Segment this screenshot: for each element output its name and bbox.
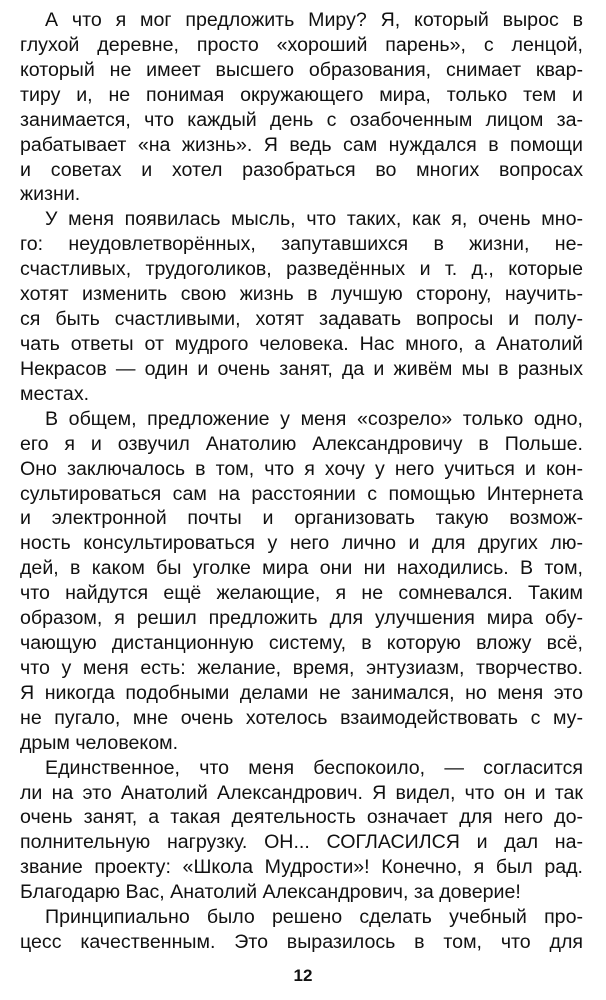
text-line: хотят изменить свою жизнь в лучшую сторону, научить- (20, 283, 583, 305)
text-line: Оно заключалось в том, что я хочу у него учиться и кон- (20, 458, 583, 480)
text-line: го: неудовлетворённых, запутавшихся в жизни, не- (20, 233, 583, 255)
text-line: чающую дистанционную систему, в которую вложу всё, (20, 632, 583, 654)
text-line: ся быть счастливыми, хотят задавать вопросы и полу- (20, 308, 583, 330)
text-line: сультироваться сам на расстоянии с помощью Интернета (20, 483, 583, 505)
text-line: Единственное, что меня беспокоило, — согласится (45, 757, 583, 779)
text-line: Некрасов — один и очень занят, да и живём мы в разных (20, 358, 583, 380)
text-line: счастливых, трудоголиков, разведённых и т. д., которые (20, 258, 583, 280)
text-line: дей, в каком бы уголке мира они ни находились. В том, (20, 557, 583, 579)
text-line: Я никогда подобными делами не занимался, но меня это (20, 682, 583, 704)
text-line: В общем, предложение у меня «созрело» только одно, (45, 408, 583, 430)
text-line: ли на это Анатолий Александрович. Я видел, что он и так (20, 782, 583, 804)
text-line: ность консультироваться у него лично и для других лю- (20, 532, 583, 554)
text-line: дрым человеком. (20, 732, 179, 754)
text-line: его я и озвучил Анатолию Александровичу в Польше. (20, 433, 583, 455)
text-line: местах. (20, 383, 90, 405)
page-number: 12 (293, 966, 313, 985)
text-line: Принципиально было решено сделать учебный про- (45, 906, 583, 928)
text-line: и электронной почты и организовать такую возмож- (20, 507, 583, 529)
text-line: тиру и, не понимая окружающего мира, только тем и (20, 84, 583, 106)
text-line: глухой деревне, просто «хороший парень», с ленцой, (20, 34, 583, 56)
text-line: У меня появилась мысль, что таких, как я, очень мно- (45, 208, 583, 230)
text-line: рабатывает «на жизнь». Я ведь сам нуждался в помощи (20, 134, 583, 156)
text-line: А что я мог предложить Миру? Я, который вырос в (45, 9, 583, 31)
text-line: звание проекту: «Школа Мудрости»! Конечно, я был рад. (20, 856, 583, 878)
text-line: что у меня есть: желание, время, энтузиазм, творчество. (20, 657, 583, 679)
text-line: цесс качественным. Это выразилось в том, что для (20, 931, 583, 953)
text-line: Благодарю Вас, Анатолий Александрович, за доверие! (20, 881, 521, 903)
text-line: жизни. (20, 183, 81, 205)
text-line: не пугало, мне очень хотелось взаимодействовать с му- (20, 707, 583, 729)
text-line: образом, я решил предложить для улучшения мира обу- (20, 607, 583, 629)
text-line: очень занят, а такая деятельность означает для него до- (20, 806, 583, 828)
text-line: занимается, что каждый день с озабоченным лицом за- (20, 109, 583, 131)
text-line: полнительную нагрузку. ОН... СОГЛАСИЛСЯ и дал на- (20, 831, 583, 853)
text-line: который не имеет высшего образования, снимает квар- (20, 59, 583, 81)
text-line: чать ответы от мудрого человека. Нас много, а Анатолий (20, 333, 583, 355)
text-line: что найдутся ещё желающие, я не сомневался. Таким (20, 582, 583, 604)
text-line: и советах и хотел разобраться во многих вопросах (20, 159, 583, 181)
